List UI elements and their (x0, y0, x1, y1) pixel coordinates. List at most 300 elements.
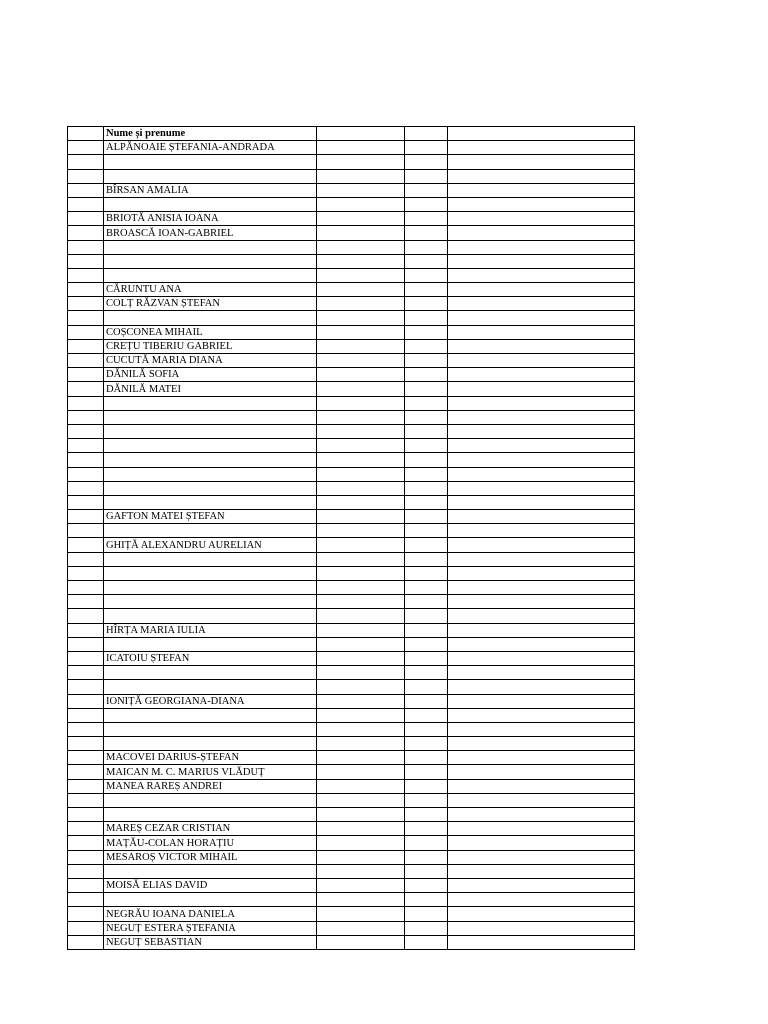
table-cell (317, 325, 405, 339)
table-row (68, 680, 635, 694)
table-row (68, 751, 635, 765)
table-cell (448, 495, 635, 509)
table-cell (405, 722, 448, 736)
table-cell (68, 836, 104, 850)
table-cell (317, 410, 405, 424)
table-cell (68, 212, 104, 226)
table-cell (405, 893, 448, 907)
table-cell (317, 197, 405, 211)
table-cell (317, 864, 405, 878)
header-cell-name: Nume și prenume (104, 127, 317, 141)
table-cell (317, 907, 405, 921)
student-name-cell: BRIOTĂ ANISIA IOANA (104, 212, 317, 226)
table-cell (317, 935, 405, 949)
table-row (68, 254, 635, 268)
table-cell (68, 935, 104, 949)
table-cell (448, 467, 635, 481)
table-cell (405, 864, 448, 878)
table-row (68, 765, 635, 779)
table-cell (405, 311, 448, 325)
student-name-cell (104, 708, 317, 722)
table-cell (68, 325, 104, 339)
table-cell (448, 254, 635, 268)
table-row (68, 410, 635, 424)
student-name-cell (104, 552, 317, 566)
table-cell (317, 467, 405, 481)
table-cell (448, 325, 635, 339)
table-cell (405, 283, 448, 297)
table-cell (448, 921, 635, 935)
student-name-cell (104, 893, 317, 907)
student-name-cell (104, 609, 317, 623)
table-cell (448, 183, 635, 197)
table-cell (405, 382, 448, 396)
student-name-cell (104, 595, 317, 609)
table-cell (405, 907, 448, 921)
table-cell (448, 864, 635, 878)
table-cell (317, 354, 405, 368)
table-cell (317, 283, 405, 297)
table-cell (317, 510, 405, 524)
table-cell (448, 552, 635, 566)
table-cell (448, 197, 635, 211)
table-cell (448, 169, 635, 183)
student-name-cell: HÎRȚA MARIA IULIA (104, 623, 317, 637)
table-row (68, 396, 635, 410)
table-cell (68, 779, 104, 793)
table-cell (448, 808, 635, 822)
table-cell (68, 197, 104, 211)
table-row (68, 495, 635, 509)
table-cell (317, 552, 405, 566)
student-name-cell: CĂRUNTU ANA (104, 283, 317, 297)
table-row (68, 864, 635, 878)
table-cell (448, 382, 635, 396)
table-row (68, 169, 635, 183)
table-cell (317, 297, 405, 311)
student-name-cell (104, 453, 317, 467)
student-name-cell (104, 155, 317, 169)
table-cell (405, 878, 448, 892)
table-cell (448, 510, 635, 524)
table-cell (68, 382, 104, 396)
table-cell (405, 921, 448, 935)
table-cell (68, 737, 104, 751)
table-cell (317, 751, 405, 765)
table-row (68, 666, 635, 680)
student-name-cell: GHIȚĂ ALEXANDRU AURELIAN (104, 538, 317, 552)
table-cell (68, 368, 104, 382)
table-cell (405, 453, 448, 467)
student-name-cell: MAREȘ CEZAR CRISTIAN (104, 822, 317, 836)
table-row (68, 538, 635, 552)
table-row (68, 212, 635, 226)
table-row (68, 354, 635, 368)
table-cell (448, 694, 635, 708)
table-cell (68, 524, 104, 538)
table-row (68, 623, 635, 637)
table-cell (405, 850, 448, 864)
table-row (68, 921, 635, 935)
table-cell (317, 893, 405, 907)
student-name-cell (104, 197, 317, 211)
table-cell (448, 481, 635, 495)
table-cell (68, 651, 104, 665)
table-cell (317, 240, 405, 254)
student-name-cell (104, 581, 317, 595)
student-name-cell (104, 439, 317, 453)
table-cell (405, 481, 448, 495)
table-row (68, 155, 635, 169)
table-cell (317, 637, 405, 651)
table-cell (68, 907, 104, 921)
table-cell (448, 836, 635, 850)
table-cell (68, 623, 104, 637)
table-row (68, 311, 635, 325)
table-cell (448, 751, 635, 765)
table-row (68, 339, 635, 353)
table-cell (405, 623, 448, 637)
table-cell (448, 878, 635, 892)
table-row (68, 297, 635, 311)
table-cell (448, 623, 635, 637)
table-cell (405, 836, 448, 850)
student-name-cell: BÎRSAN AMALIA (104, 183, 317, 197)
table-cell (317, 424, 405, 438)
table-row (68, 197, 635, 211)
roster-table (67, 126, 635, 950)
table-cell (448, 680, 635, 694)
student-name-cell (104, 793, 317, 807)
table-cell (448, 935, 635, 949)
student-name-cell (104, 864, 317, 878)
table-cell (405, 410, 448, 424)
table-cell (448, 779, 635, 793)
table-cell (317, 609, 405, 623)
table-cell (68, 467, 104, 481)
table-cell (68, 751, 104, 765)
table-cell (317, 141, 405, 155)
table-cell (68, 439, 104, 453)
table-cell (317, 779, 405, 793)
student-name-cell: MAICAN M. C. MARIUS VLĂDUȚ (104, 765, 317, 779)
header-cell-3 (317, 127, 405, 141)
table-cell (448, 793, 635, 807)
table-cell (68, 297, 104, 311)
student-name-cell (104, 467, 317, 481)
table-cell (68, 893, 104, 907)
table-cell (448, 141, 635, 155)
table-cell (68, 495, 104, 509)
table-cell (317, 524, 405, 538)
table-cell (317, 396, 405, 410)
table-cell (68, 240, 104, 254)
table-cell (448, 410, 635, 424)
table-cell (68, 921, 104, 935)
table-cell (68, 169, 104, 183)
table-cell (68, 680, 104, 694)
student-name-cell (104, 240, 317, 254)
table-cell (405, 467, 448, 481)
table-cell (448, 765, 635, 779)
table-cell (448, 524, 635, 538)
table-cell (68, 595, 104, 609)
student-name-cell: NEGRĂU IOANA DANIELA (104, 907, 317, 921)
table-cell (317, 694, 405, 708)
table-cell (317, 623, 405, 637)
table-row (68, 878, 635, 892)
table-cell (405, 396, 448, 410)
table-row (68, 226, 635, 240)
table-row (68, 609, 635, 623)
table-cell (317, 169, 405, 183)
table-cell (68, 581, 104, 595)
header-cell-number (68, 127, 104, 141)
student-name-cell: COȘCONEA MIHAIL (104, 325, 317, 339)
table-cell (405, 935, 448, 949)
table-cell (405, 325, 448, 339)
table-row (68, 722, 635, 736)
table-cell (405, 538, 448, 552)
table-cell (68, 765, 104, 779)
table-cell (68, 708, 104, 722)
table-cell (405, 197, 448, 211)
table-cell (68, 410, 104, 424)
table-cell (68, 808, 104, 822)
student-name-cell: BROASCĂ IOAN-GABRIEL (104, 226, 317, 240)
table-cell (405, 254, 448, 268)
table-cell (317, 155, 405, 169)
student-name-cell: ICATOIU ȘTEFAN (104, 651, 317, 665)
table-cell (448, 268, 635, 282)
table-cell (405, 268, 448, 282)
table-row (68, 481, 635, 495)
table-row (68, 240, 635, 254)
table-row (68, 637, 635, 651)
table-cell (405, 822, 448, 836)
table-cell (405, 779, 448, 793)
table-cell (448, 850, 635, 864)
table-cell (317, 495, 405, 509)
table-row (68, 424, 635, 438)
table-cell (68, 226, 104, 240)
table-cell (317, 850, 405, 864)
table-row (68, 566, 635, 580)
table-cell (68, 354, 104, 368)
table-cell (317, 311, 405, 325)
table-cell (317, 212, 405, 226)
table-cell (405, 581, 448, 595)
table-cell (317, 339, 405, 353)
table-cell (317, 921, 405, 935)
table-cell (448, 240, 635, 254)
table-cell (68, 339, 104, 353)
student-name-cell (104, 396, 317, 410)
table-cell (68, 424, 104, 438)
table-row (68, 581, 635, 595)
table-cell (68, 510, 104, 524)
table-cell (317, 453, 405, 467)
table-row (68, 779, 635, 793)
table-cell (317, 822, 405, 836)
table-cell (405, 808, 448, 822)
table-row (68, 651, 635, 665)
table-cell (448, 354, 635, 368)
table-cell (448, 155, 635, 169)
table-cell (317, 368, 405, 382)
table-cell (317, 722, 405, 736)
student-name-cell: MESAROȘ VICTOR MIHAIL (104, 850, 317, 864)
student-name-cell (104, 666, 317, 680)
table-cell (448, 538, 635, 552)
table-cell (405, 183, 448, 197)
table-row (68, 268, 635, 282)
table-row (68, 368, 635, 382)
table-cell (405, 240, 448, 254)
table-cell (317, 680, 405, 694)
table-cell (405, 424, 448, 438)
table-row (68, 708, 635, 722)
student-name-cell: GAFTON MATEI ȘTEFAN (104, 510, 317, 524)
table-cell (68, 311, 104, 325)
table-cell (68, 694, 104, 708)
table-cell (68, 538, 104, 552)
table-cell (317, 254, 405, 268)
header-row (68, 127, 635, 141)
student-name-cell (104, 495, 317, 509)
table-row (68, 893, 635, 907)
student-name-cell: ALPĂNOAIE ȘTEFANIA-ANDRADA (104, 141, 317, 155)
table-row (68, 793, 635, 807)
table-cell (448, 424, 635, 438)
table-cell (448, 722, 635, 736)
table-cell (448, 737, 635, 751)
table-cell (405, 680, 448, 694)
student-name-cell (104, 680, 317, 694)
table-cell (68, 793, 104, 807)
table-cell (405, 155, 448, 169)
table-cell (448, 907, 635, 921)
table-cell (317, 566, 405, 580)
header-cell-5 (448, 127, 635, 141)
roster-sheet (67, 126, 635, 950)
table-cell (405, 226, 448, 240)
student-name-cell (104, 268, 317, 282)
header-cell-4 (405, 127, 448, 141)
table-cell (448, 893, 635, 907)
table-row (68, 552, 635, 566)
student-name-cell: CUCUTĂ MARIA DIANA (104, 354, 317, 368)
table-cell (448, 666, 635, 680)
student-name-cell: MANEA RAREȘ ANDREI (104, 779, 317, 793)
table-cell (68, 183, 104, 197)
table-cell (448, 637, 635, 651)
table-cell (68, 481, 104, 495)
table-cell (317, 226, 405, 240)
table-row (68, 595, 635, 609)
table-row (68, 737, 635, 751)
table-row (68, 510, 635, 524)
table-cell (405, 765, 448, 779)
table-cell (68, 566, 104, 580)
table-row (68, 325, 635, 339)
student-name-cell (104, 722, 317, 736)
table-cell (317, 708, 405, 722)
table-cell (68, 141, 104, 155)
table-cell (68, 878, 104, 892)
table-cell (68, 283, 104, 297)
table-cell (448, 439, 635, 453)
table-row (68, 467, 635, 481)
table-cell (448, 566, 635, 580)
table-cell (68, 453, 104, 467)
table-cell (405, 694, 448, 708)
table-cell (448, 822, 635, 836)
table-cell (448, 311, 635, 325)
table-cell (68, 552, 104, 566)
table-cell (448, 708, 635, 722)
student-name-cell (104, 737, 317, 751)
table-cell (448, 581, 635, 595)
table-cell (448, 283, 635, 297)
table-cell (68, 396, 104, 410)
table-cell (405, 637, 448, 651)
student-name-cell (104, 311, 317, 325)
table-row (68, 183, 635, 197)
student-name-cell (104, 637, 317, 651)
student-name-cell (104, 808, 317, 822)
table-cell (448, 396, 635, 410)
table-cell (405, 141, 448, 155)
table-cell (405, 524, 448, 538)
student-name-cell: MACOVEI DARIUS-ȘTEFAN (104, 751, 317, 765)
student-name-cell: MOISĂ ELIAS DAVID (104, 878, 317, 892)
table-cell (405, 339, 448, 353)
table-cell (68, 666, 104, 680)
table-cell (68, 254, 104, 268)
student-name-cell: IONIȚĂ GEORGIANA-DIANA (104, 694, 317, 708)
table-row (68, 836, 635, 850)
table-cell (405, 666, 448, 680)
table-cell (68, 268, 104, 282)
table-row (68, 453, 635, 467)
table-row (68, 141, 635, 155)
table-cell (405, 751, 448, 765)
table-cell (68, 864, 104, 878)
table-cell (405, 609, 448, 623)
table-cell (448, 339, 635, 353)
table-cell (68, 722, 104, 736)
table-cell (317, 595, 405, 609)
student-name-cell: NEGUȚ SEBASTIAN (104, 935, 317, 949)
table-cell (317, 581, 405, 595)
table-cell (405, 495, 448, 509)
table-cell (317, 382, 405, 396)
table-cell (448, 368, 635, 382)
table-cell (405, 354, 448, 368)
table-row (68, 694, 635, 708)
table-cell (317, 481, 405, 495)
table-cell (317, 765, 405, 779)
table-cell (448, 453, 635, 467)
table-cell (448, 595, 635, 609)
table-cell (317, 538, 405, 552)
table-cell (317, 183, 405, 197)
table-row (68, 524, 635, 538)
table-cell (317, 737, 405, 751)
table-cell (405, 566, 448, 580)
table-cell (68, 609, 104, 623)
